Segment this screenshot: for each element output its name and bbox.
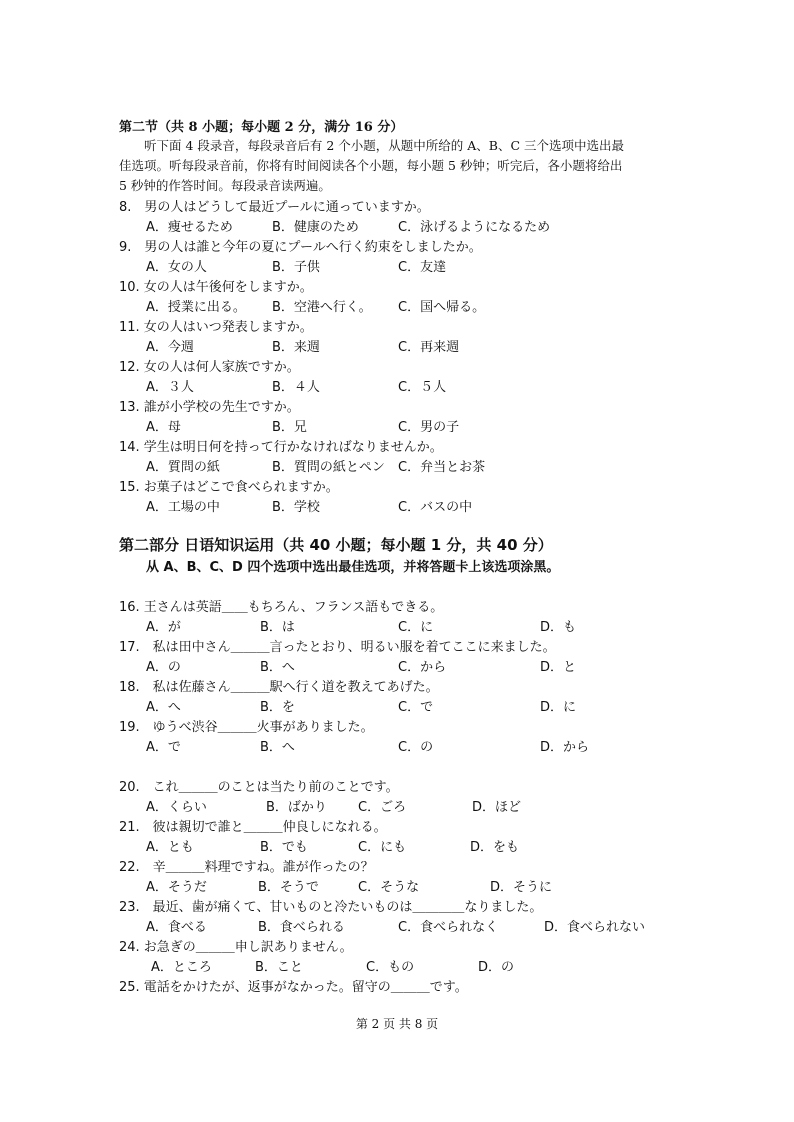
option-d: D．ほど — [472, 800, 522, 815]
question-stem: 17. 私は田中さん＿＿＿言ったとおり、明るい服を着てここに来ました。 — [119, 640, 556, 655]
option-b: B．食べられる — [258, 920, 345, 935]
option-c: C．友達 — [398, 260, 447, 275]
question-stem: 20. これ＿＿＿のことは当たり前のことです。 — [119, 780, 399, 795]
option-c: C．ごろ — [358, 800, 407, 815]
question-stem: 22. 辛＿＿＿料理ですね。誰が作ったの？ — [119, 860, 374, 875]
option-c: C．泳げるようになるため — [398, 220, 551, 235]
option-b: B．子供 — [272, 260, 320, 275]
option-a: A．くらい — [146, 800, 207, 815]
option-b: B．兄 — [272, 420, 307, 435]
option-c: C．にも — [358, 840, 407, 855]
option-a: A．３人 — [146, 380, 194, 395]
option-a: A．痩せるため — [146, 220, 233, 235]
option-a: A．の — [146, 660, 181, 675]
question-stem: 25. 電話をかけたが、返事がなかった。留守の＿＿＿です。 — [119, 980, 468, 995]
option-b: B．来週 — [272, 340, 320, 355]
option-a: A．質問の紙 — [146, 460, 220, 475]
option-a: A．食べる — [146, 920, 207, 935]
option-b: B．こと — [255, 960, 303, 975]
option-c: C．に — [398, 620, 434, 635]
option-c: C．もの — [366, 960, 415, 975]
option-d: D．に — [540, 700, 577, 715]
option-c: C．再来週 — [398, 340, 460, 355]
option-d: D．から — [540, 740, 590, 755]
option-d: D．をも — [470, 840, 520, 855]
option-d: D．食べられない — [544, 920, 646, 935]
option-a: A．授業に出る。 — [146, 300, 246, 315]
option-c: C．国へ帰る。 — [398, 300, 486, 315]
question-stem: 13. 誰が小学校の先生ですか。 — [119, 400, 300, 415]
option-b: B．へ — [260, 660, 295, 675]
option-c: C．バスの中 — [398, 500, 473, 515]
question-stem: 16. 王さんは英語＿＿もちろん、フランス語もできる。 — [119, 600, 444, 615]
option-c: C．男の子 — [398, 420, 460, 435]
question-stem: 23. 最近、歯が痛くて、甘いものと冷たいものは＿＿＿＿なりました。 — [119, 900, 543, 915]
instruction-line: 佳选项。听每段录音前，你将有时间阅读各个小题，每小题 5 秒钟；听完后，各小题将给出 — [119, 158, 623, 173]
part-title: 第二部分 日语知识运用（共 40 小题；每小题 1 分，共 40 分） — [119, 536, 553, 554]
option-b: B．健康のため — [272, 220, 359, 235]
option-c: C．から — [398, 660, 447, 675]
option-d: D．の — [478, 960, 515, 975]
option-b: B．ばかり — [266, 800, 327, 815]
option-b: B．学校 — [272, 500, 320, 515]
option-a: A．が — [146, 620, 181, 635]
option-c: C．の — [398, 740, 434, 755]
option-a: A．工場の中 — [146, 500, 220, 515]
option-b: B．でも — [260, 840, 308, 855]
question-stem: 21. 彼は親切で誰と＿＿＿仲良しになれる。 — [119, 820, 387, 835]
question-stem: 24. お急ぎの＿＿＿申し訳ありません。 — [119, 940, 353, 955]
option-c: C．そうな — [358, 880, 420, 895]
option-a: A．そうだ — [146, 880, 207, 895]
section-instructions — [119, 136, 681, 196]
question-stem: 9. 男の人は誰と今年の夏にプールへ行く約束をしましたか。 — [119, 240, 482, 255]
instruction-line: 5 秒钟的作答时间。每段录音读两遍。 — [119, 178, 331, 193]
option-d: D．と — [540, 660, 577, 675]
option-d: D．そうに — [490, 880, 553, 895]
option-d: D．も — [540, 620, 577, 635]
option-b: B．へ — [260, 740, 295, 755]
option-b: B．そうで — [258, 880, 319, 895]
question-stem: 8. 男の人はどうして最近プールに通っていますか。 — [119, 200, 430, 215]
option-a: A．母 — [146, 420, 181, 435]
option-b: B．は — [260, 620, 295, 635]
option-a: A．で — [146, 740, 181, 755]
option-b: B．空港へ行く。 — [272, 300, 372, 315]
option-b: B．４人 — [272, 380, 320, 395]
option-c: C．５人 — [398, 380, 447, 395]
option-a: A．今週 — [146, 340, 194, 355]
option-a: A．女の人 — [146, 260, 207, 275]
option-c: C．で — [398, 700, 434, 715]
question-stem: 19. ゆうべ渋谷＿＿＿火事がありました。 — [119, 720, 374, 735]
question-stem: 10. 女の人は午後何をしますか。 — [119, 280, 313, 295]
question-stem: 18. 私は佐藤さん＿＿＿駅へ行く道を教えてあげた。 — [119, 680, 439, 695]
option-a: A．ところ — [151, 960, 212, 975]
option-b: B．質問の紙とペン — [272, 460, 385, 475]
section-title: 第二节（共 8 小题；每小题 2 分，满分 16 分） — [119, 120, 404, 135]
option-c: C．食べられなく — [398, 920, 499, 935]
question-stem: 14. 学生は明日何を持って行かなければなりませんか。 — [119, 440, 443, 455]
part-instructions: 从 A、B、C、D 四个选项中选出最佳选项，并将答题卡上该选项涂黑。 — [146, 560, 560, 575]
instruction-line: 听下面 4 段录音，每段录音后有 2 个小题，从题中所给的 A、B、C 三个选项中选出最 — [144, 138, 625, 153]
option-c: C．弁当とお茶 — [398, 460, 486, 475]
option-a: A．とも — [146, 840, 194, 855]
question-stem: 11. 女の人はいつ発表しますか。 — [119, 320, 313, 335]
question-stem: 15. お菓子はどこで食べられますか。 — [119, 480, 339, 495]
option-b: B．を — [260, 700, 295, 715]
question-stem: 12. 女の人は何人家族ですか。 — [119, 360, 300, 375]
option-a: A．へ — [146, 700, 181, 715]
page-footer: 第 2 页 共 8 页 — [355, 1017, 439, 1031]
